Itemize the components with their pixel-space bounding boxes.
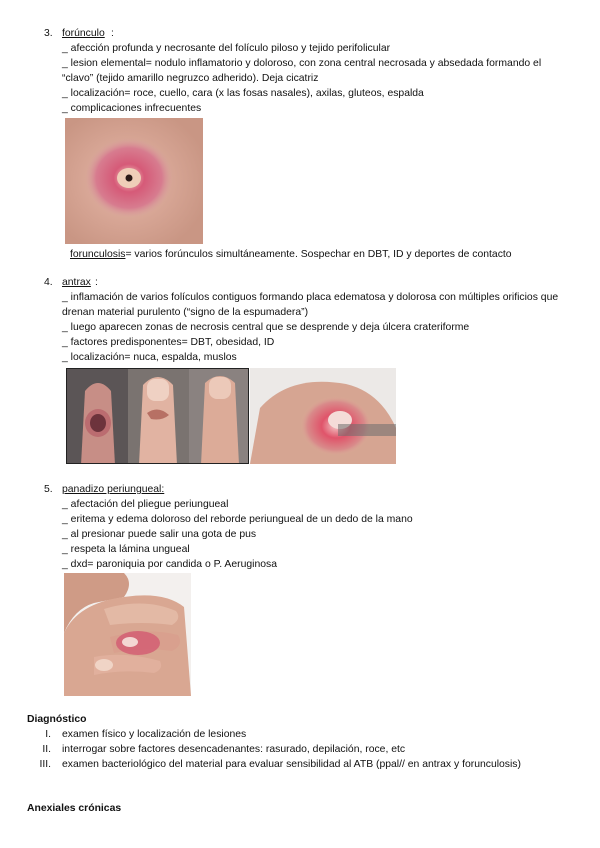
roman-numeral: II. <box>42 744 51 755</box>
antrax-knee-photo <box>250 368 396 464</box>
bullet-line: _ inflamación de varios folículos contiguos formando placa edematosa y dolorosa con múltiples orificios que drenan material purulento (“signo de la espumadera”) <box>62 292 559 318</box>
forunculosis-note <box>62 248 570 263</box>
diagnostico-heading: Diagnóstico <box>27 714 87 725</box>
bullet-line: _ lesion elemental= nodulo inflamatorio y doloroso, con zona central necrosada y absedada formando el “clavo” (tejido amarillo negruzco adherido). Deja cicatriz <box>62 58 542 84</box>
bullet-line: _ afección profunda y necrosante del folículo piloso y tejido perifolicular <box>62 43 391 54</box>
diagnostico-item: examen bacteriológico del material para evaluar sensibilidad al ATB (ppal// en antrax y forunculosis) <box>62 759 521 770</box>
note-term: forunculosis <box>70 249 126 260</box>
section-title: panadizo periungueal: <box>62 484 165 495</box>
section-title: antrax <box>62 277 91 288</box>
list-number: 3. <box>44 28 53 39</box>
bullet-line: _ eritema y edema doloroso del reborde periungueal de un dedo de la mano <box>62 514 413 525</box>
bullet-line: _ localización= nuca, espalda, muslos <box>62 352 237 363</box>
forunculo-photo <box>65 118 203 244</box>
title-suffix: : <box>95 277 98 288</box>
roman-numeral: III. <box>39 759 51 770</box>
diagnostico-item: interrogar sobre factores desencadenantes: rasurado, depilación, roce, etc <box>62 744 406 755</box>
bullet-line: _ factores predisponentes= DBT, obesidad, ID <box>62 337 275 348</box>
bullet-line: _ respeta la lámina ungueal <box>62 544 190 555</box>
list-number: 5. <box>44 484 53 495</box>
section-title: forúnculo <box>62 28 105 39</box>
bullet-line: _ afectación del pliegue periungueal <box>62 499 229 510</box>
roman-numeral: I. <box>45 729 51 740</box>
bullet-line: _ luego aparecen zonas de necrosis central que se desprende y deja úlcera crateriforme <box>62 322 470 333</box>
bullet-line: _ complicaciones infrecuentes <box>62 103 202 114</box>
note-text: = varios forúnculos simultáneamente. Sospechar en DBT, ID y deportes de contacto <box>125 249 512 260</box>
bullet-line: _ localización= roce, cuello, cara (x las fosas nasales), axilas, gluteos, espalda <box>62 88 424 99</box>
diagnostico-item: examen físico y localización de lesiones <box>62 729 247 740</box>
bullet-line: _ al presionar puede salir una gota de pus <box>62 529 257 540</box>
title-suffix: : <box>111 28 114 39</box>
antrax-fingers-photo <box>66 368 249 464</box>
bullet-line: _ dxd= paroniquia por candida o P. Aeruginosa <box>62 559 278 570</box>
next-section-heading: Anexiales crónicas <box>27 803 122 814</box>
panadizo-hand-photo <box>64 573 191 696</box>
list-number: 4. <box>44 277 53 288</box>
